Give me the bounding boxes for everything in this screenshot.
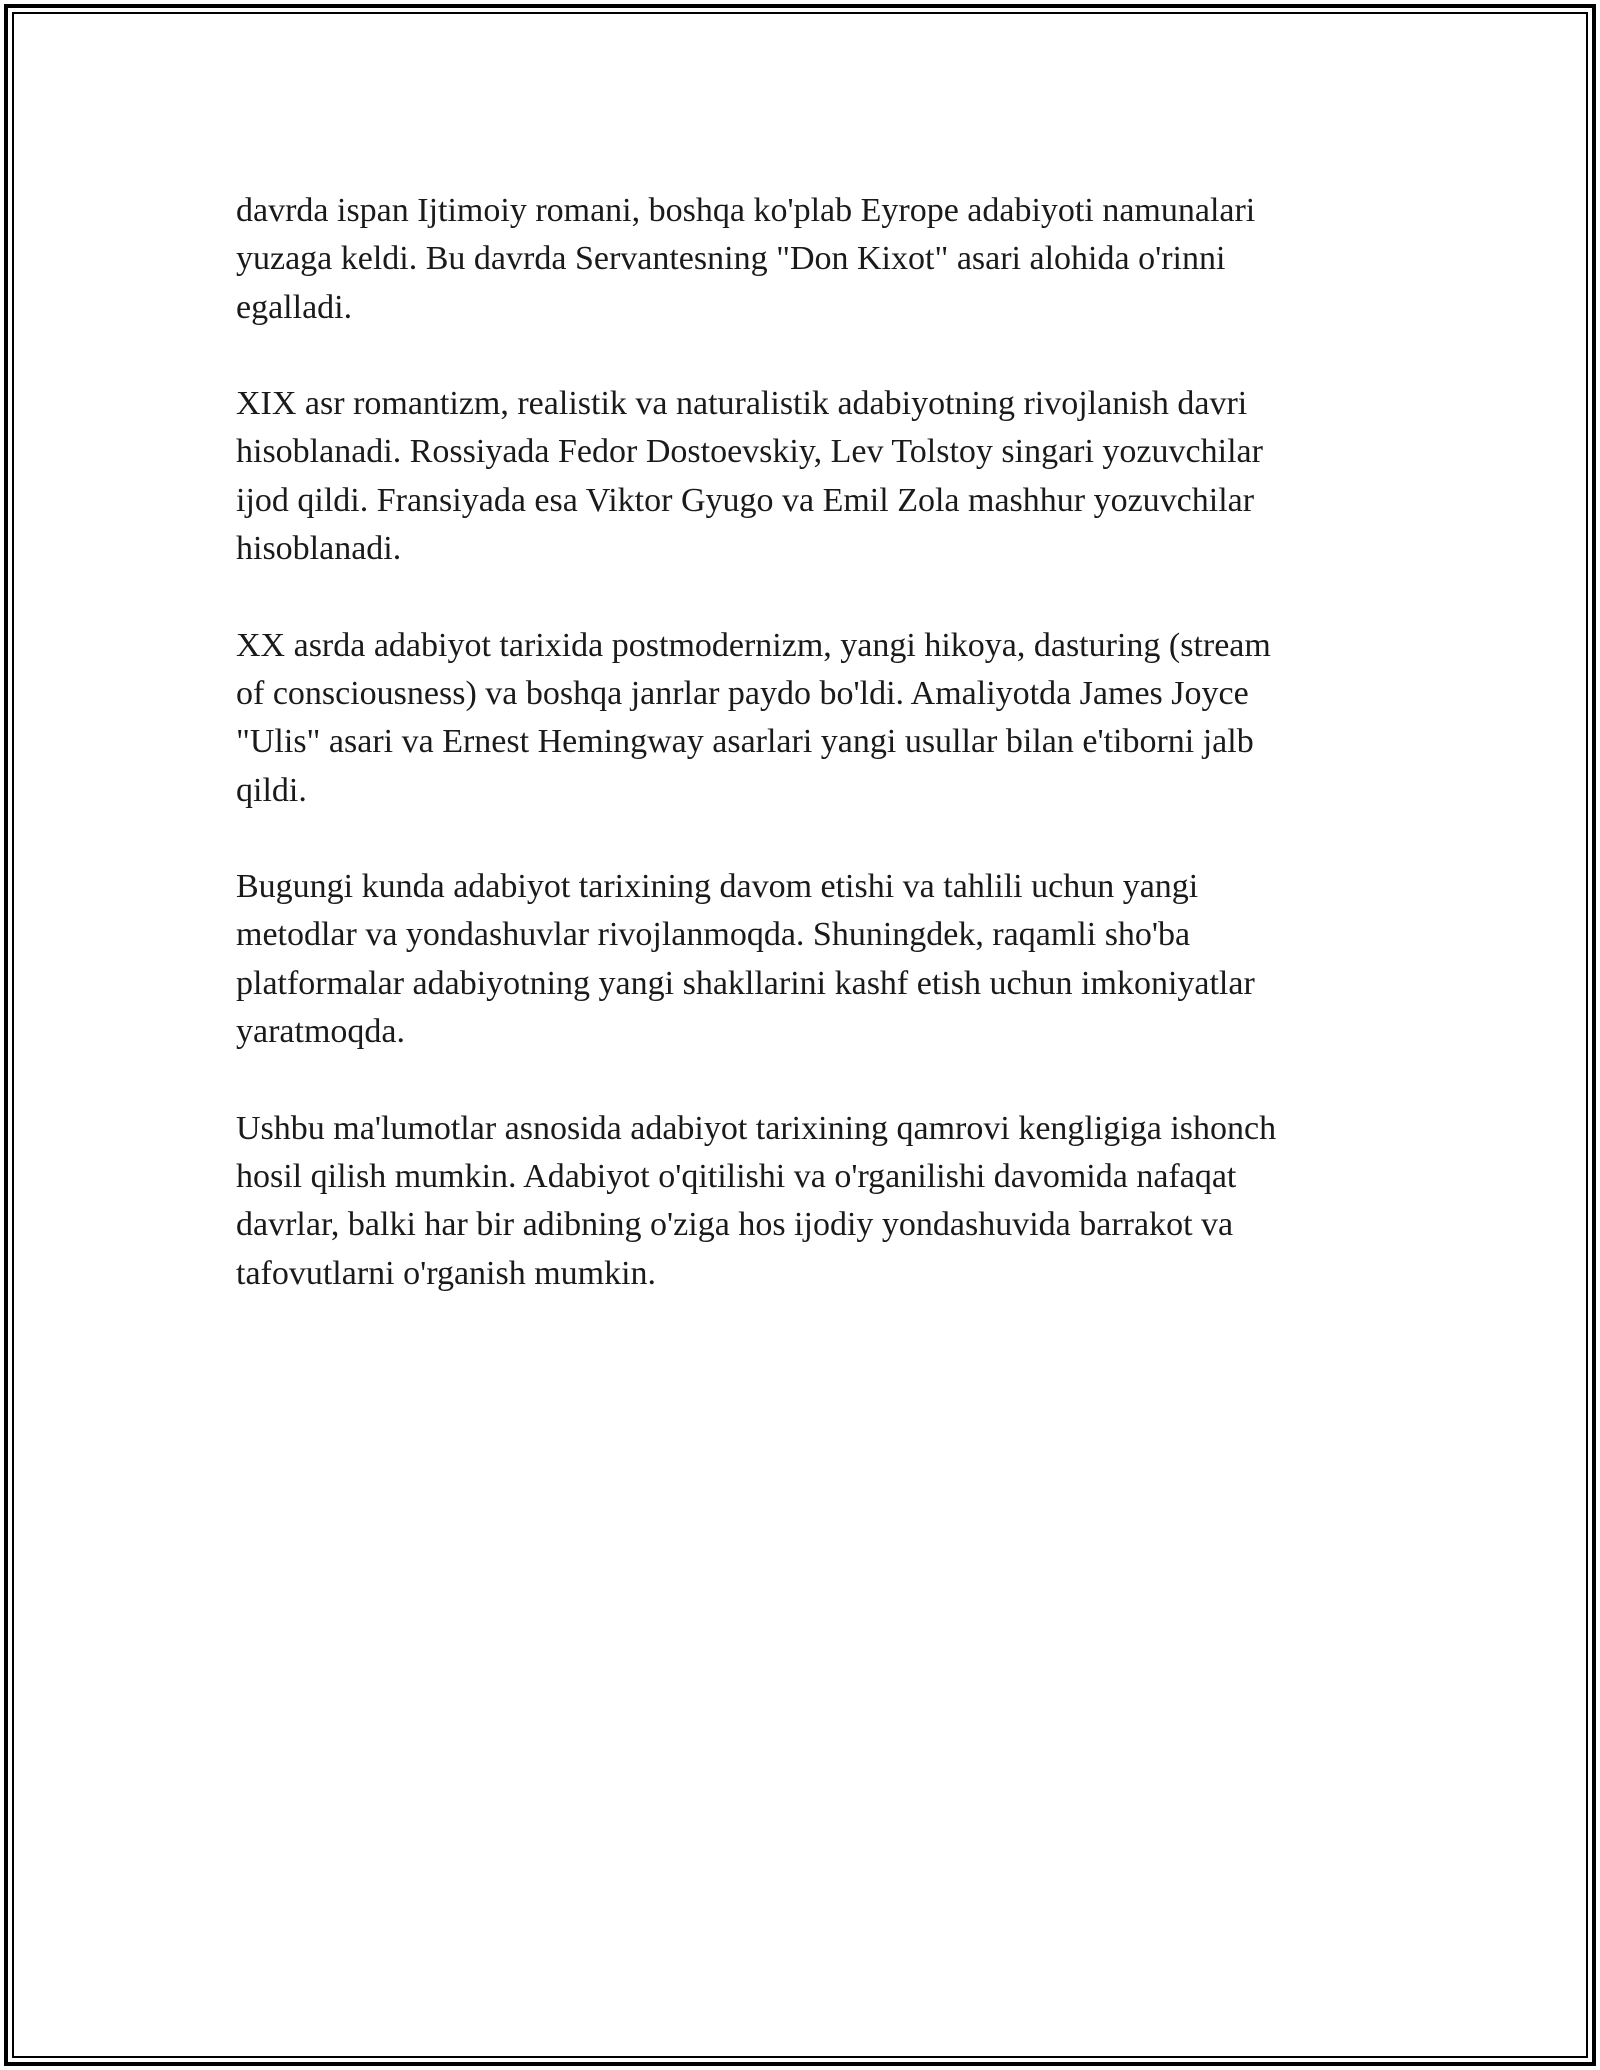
paragraph-4 [236, 863, 1366, 1056]
text-line: platformalar adabiyotning yangi shakllarini kashf etish uchun imkoniyatlar [236, 964, 1255, 1002]
text-line: tafovutlarni o'rganish mumkin. [236, 1254, 657, 1292]
text-line: "Ulis" asari va Ernest Hemingway asarlari yangi usullar bilan e'tiborni jalb [236, 723, 1254, 761]
text-line: of consciousness) va boshqa janrlar paydo bo'ldi. Amaliyotda James Joyce [236, 674, 1249, 712]
text-line: hosil qilish mumkin. Adabiyot o'qitilishi va o'rganilishi davomida nafaqat [236, 1157, 1237, 1195]
text-line: hisoblanadi. [236, 530, 402, 568]
text-line: Ushbu ma'lumotlar asnosida adabiyot tarixining qamrovi kengligiga ishonch [236, 1109, 1277, 1147]
text-line: metodlar va yondashuvlar rivojlanmoqda. Shuningdek, raqamli sho'ba [236, 916, 1191, 954]
text-line: qildi. [236, 771, 307, 809]
paragraph-5 [236, 1105, 1366, 1298]
text-line: XIX asr romantizm, realistik va naturalistik adabiyotning rivojlanish davri [236, 385, 1248, 423]
text-line: hisoblanadi. Rossiyada Fedor Dostoevskiy, Lev Tolstoy singari yozuvchilar [236, 433, 1263, 471]
text-line: XX asrda adabiyot tarixida postmodernizm, yangi hikoya, dasturing (stream [236, 626, 1271, 664]
text-line: Bugungi kunda adabiyot tarixining davom etishi va tahlili uchun yangi [236, 868, 1199, 906]
text-line: yaratmoqda. [236, 1013, 405, 1051]
text-line: yuzaga keldi. Bu davrda Servantesning "Don Kixot" asari alohida o'rinni [236, 240, 1226, 278]
text-line: egalladi. [236, 288, 353, 326]
paragraph-1 [236, 187, 1366, 332]
text-line: davrda ispan Ijtimoiy romani, boshqa ko'plab Eyrope adabiyoti namunalari [236, 192, 1256, 229]
document-body [236, 187, 1366, 1346]
text-line: ijod qildi. Fransiyada esa Viktor Gyugo va Emil Zola mashhur yozuvchilar [236, 481, 1255, 519]
text-line: davrlar, balki har bir adibning o'ziga hos ijodiy yondashuvida barrakot va [236, 1206, 1234, 1244]
paragraph-2 [236, 380, 1366, 573]
paragraph-3 [236, 622, 1366, 815]
